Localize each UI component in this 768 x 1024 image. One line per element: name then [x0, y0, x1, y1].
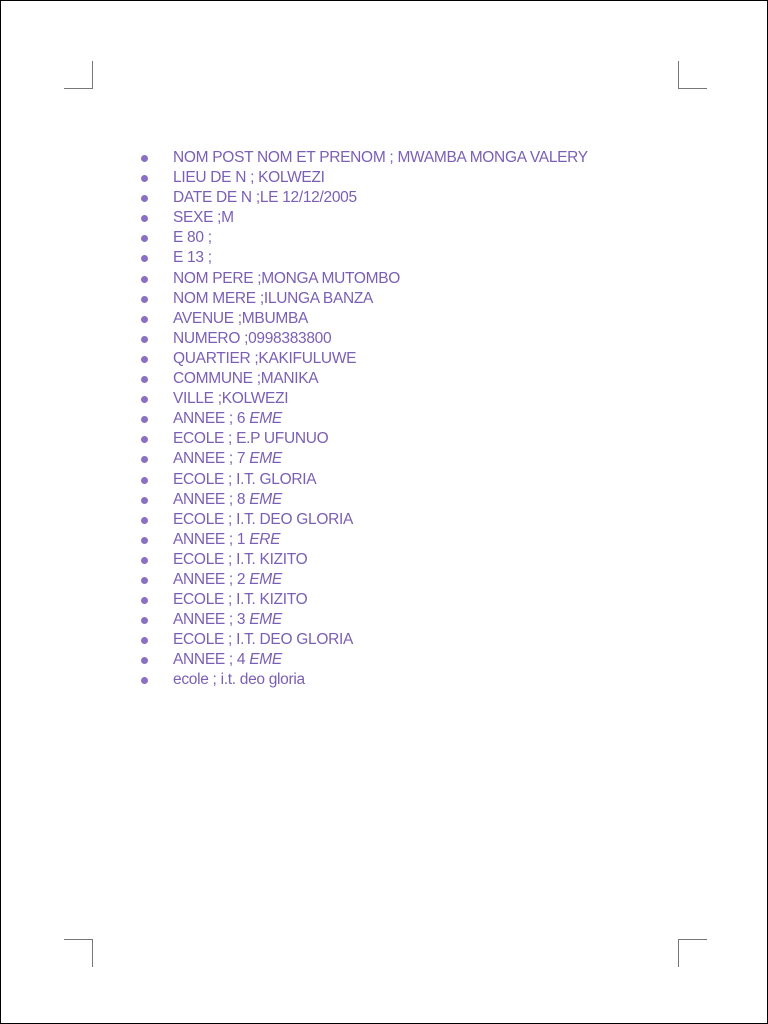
bullet-icon [141, 296, 148, 303]
list-item [137, 329, 588, 349]
item-text: SEXE ;M [173, 209, 234, 227]
item-text: ECOLE ; I.T. KIZITO [173, 550, 308, 568]
bullet-icon [141, 356, 148, 363]
list-item [137, 449, 588, 469]
bullet-icon [141, 336, 148, 343]
bullet-icon [141, 255, 148, 262]
list-item [137, 389, 588, 409]
bullet-icon [141, 235, 148, 242]
crop-mark-top-right [678, 61, 707, 89]
list-item [137, 510, 588, 530]
list-item [137, 349, 588, 369]
item-text: ECOLE ; I.T. GLORIA [173, 470, 317, 488]
bullet-icon [141, 637, 148, 644]
bullet-icon [141, 215, 148, 222]
list-item [137, 409, 588, 429]
bullet-icon [141, 195, 148, 202]
item-suffix: EME [249, 450, 282, 468]
list-item [137, 590, 588, 610]
item-text: ANNEE ; 6 [173, 410, 250, 428]
bullet-icon [141, 456, 148, 463]
list-item [137, 570, 588, 590]
list-item [137, 168, 588, 188]
item-text: ANNEE ; 1 [173, 530, 250, 548]
item-suffix: ERE [249, 530, 281, 548]
item-text: NOM PERE ;MONGA MUTOMBO [173, 269, 401, 287]
list-item [137, 208, 588, 228]
list-item [137, 650, 588, 670]
info-list [137, 148, 588, 691]
bullet-icon [141, 175, 148, 182]
bullet-icon [141, 597, 148, 604]
bullet-icon [141, 677, 148, 684]
bullet-icon [141, 497, 148, 504]
item-text: ANNEE ; 2 [173, 570, 250, 588]
item-text: ECOLE ; I.T. DEO GLORIA [173, 510, 354, 528]
item-text: QUARTIER ;KAKIFULUWE [173, 349, 357, 367]
list-item [137, 188, 588, 208]
item-text: E 13 ; [173, 249, 212, 267]
item-text: ANNEE ; 7 [173, 450, 250, 468]
item-suffix: EME [249, 490, 282, 508]
bullet-icon [141, 517, 148, 524]
bullet-icon [141, 436, 148, 443]
list-item [137, 289, 588, 309]
list-item [137, 269, 588, 289]
bullet-icon [141, 276, 148, 283]
bullet-icon [141, 557, 148, 564]
bullet-icon [141, 316, 148, 323]
item-text: ECOLE ; E.P UFUNUO [173, 430, 329, 448]
bullet-icon [141, 477, 148, 484]
list-item [137, 429, 588, 449]
list-item [137, 610, 588, 630]
item-text: DATE DE N ;LE 12/12/2005 [173, 189, 357, 207]
list-item [137, 630, 588, 650]
list-item [137, 550, 588, 570]
item-text: ECOLE ; I.T. KIZITO [173, 591, 308, 609]
item-suffix: EME [249, 410, 282, 428]
crop-mark-bottom-right [678, 939, 707, 967]
item-text: ANNEE ; 3 [173, 611, 250, 629]
bullet-icon [141, 376, 148, 383]
list-item [137, 490, 588, 510]
item-text: ECOLE ; I.T. DEO GLORIA [173, 631, 354, 649]
crop-mark-bottom-left [64, 939, 93, 967]
list-item [137, 309, 588, 329]
item-text: VILLE ;KOLWEZI [173, 390, 289, 408]
bullet-icon [141, 617, 148, 624]
list-item [137, 248, 588, 268]
item-text: ecole ; i.t. deo gloria [173, 671, 305, 689]
bullet-icon [141, 416, 148, 423]
bullet-icon [141, 657, 148, 664]
list-item [137, 369, 588, 389]
bullet-icon [141, 537, 148, 544]
list-item [137, 670, 588, 690]
item-text: NOM POST NOM ET PRENOM ; MWAMBA MONGA VALERY [173, 149, 588, 166]
item-text: AVENUE ;MBUMBA [173, 309, 309, 327]
item-suffix: EME [249, 651, 282, 669]
list-item [137, 530, 588, 550]
item-text: NOM MERE ;ILUNGA BANZA [173, 289, 374, 307]
bullet-icon [141, 155, 148, 162]
item-text: LIEU DE N ; KOLWEZI [173, 169, 325, 187]
list-item [137, 228, 588, 248]
bullet-icon [141, 577, 148, 584]
item-suffix: EME [249, 611, 282, 629]
item-suffix: EME [249, 570, 282, 588]
list-item [137, 148, 588, 168]
item-text: COMMUNE ;MANIKA [173, 370, 319, 388]
crop-mark-top-left [64, 61, 93, 89]
bullet-icon [141, 396, 148, 403]
list-item [137, 470, 588, 490]
item-text: ANNEE ; 4 [173, 651, 250, 669]
item-text: ANNEE ; 8 [173, 490, 250, 508]
item-text: NUMERO ;0998383800 [173, 329, 332, 347]
item-text: E 80 ; [173, 229, 212, 247]
